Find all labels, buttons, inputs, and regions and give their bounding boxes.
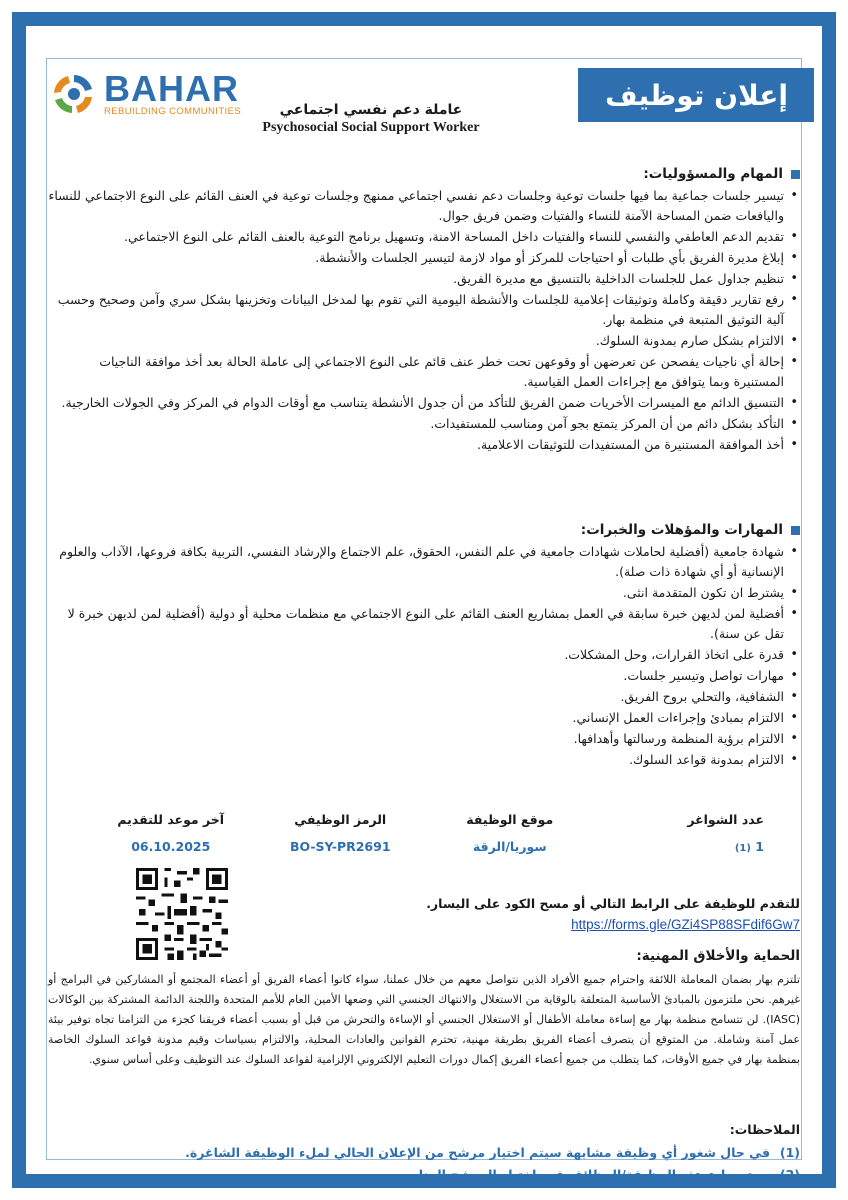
list-item: • إبلاغ مديرة الفريق بأي طلبات أو احتياجات للمركز أو مواد لازمة لتيسير الجلسات والأنشطة. bbox=[48, 248, 800, 268]
notes-list bbox=[48, 1142, 800, 1186]
list-item: • الالتزام برؤية المنظمة ورسالتها وأهدافها. bbox=[48, 729, 800, 749]
apply-section bbox=[280, 896, 800, 932]
job-announcement-banner: إعلان توظيف bbox=[578, 68, 814, 122]
list-item: • أفضلية لمن لديهن خبرة سابقة في العمل بمشاريع العنف القائم على النوع الاجتماعي مع منظمات محلية أو دولية (أفضلية لمن لديهن خبرة لا تقل عن سنة). bbox=[48, 604, 800, 644]
list-item: • رفع تقارير دقيقة وكاملة وتوثيقات إعلامية للجلسات والأنشطة اليومية التي تقوم بها لمدخل البيانات وتخزينها بشكل سري وآمن وصحيح وحسب آلية التوثيق المتبعة في منظمة بهار. bbox=[48, 290, 800, 330]
skills-heading: المهارات والمؤهلات والخبرات: bbox=[48, 522, 800, 538]
deadline-column bbox=[86, 812, 256, 862]
list-item: • مهارات تواصل وتيسير جلسات. bbox=[48, 666, 800, 686]
note-text: سيتم ملء هذه الوظيفة/الوظائف فور اختيار المرشح المناسب. bbox=[388, 1167, 770, 1182]
list-item bbox=[48, 1142, 800, 1164]
job-info-table bbox=[86, 812, 782, 862]
list-item bbox=[48, 1164, 800, 1186]
list-item: • شهادة جامعية (أفضلية لحاملات شهادات جامعية في علم النفس، الحقوق، علم الاجتماع والإرشاد النفسي، التربية بكافة فروعها، الآداب والعلوم الإنسانية أو أي شهادة ذات صلة). bbox=[48, 542, 800, 582]
notes-heading: الملاحظات: bbox=[729, 1122, 800, 1137]
positions-column bbox=[595, 812, 783, 862]
list-item: • أخذ الموافقة المستنيرة من المستفيدات للتوثيقات الاعلامية. bbox=[48, 435, 800, 455]
list-item: • الالتزام بشكل صارم بمدونة السلوك. bbox=[48, 331, 800, 351]
list-item: • يشترط ان تكون المتقدمة انثى. bbox=[48, 583, 800, 603]
protection-body: تلتزم بهار بضمان المعاملة اللائقة واحترام جميع الأفراد الذين نتواصل معهم من خلال عملنا، سواء كانوا أعضاء الفريق أو أعضاء المجتمع أو المشاركين في البرامج أو غيرهم. نحن ملتزمون بالمبادئ الأساسية المتعلقة بالوقاية من الاستغلال والانتهاك الجنسي التي وضعها الأمين العام للأمم المتحدة واللجنة الدائمة المشتركة بين الوكالات (IASC). لن تتسامح منظمة بهار مع إساءة معاملة الأطفال أو الاستغلال الجنسي أو الإساءة والتحرش من قبل أو بسبب أعضاء فريقنا كجزء من التزامنا تجاه توفير بيئة عمل آمنة وشاملة. من المتوقع أن يتصرف أعضاء الفريق بطريقة مهنية، تحترم القوانين والعادات المحلية، والالتزام بسياسات وقيم مدونة قواعد السلوك الخاصة بمنظمة بهار في جميع الأوقات، كما يتطلب من جميع أعضاء الفريق إكمال دورات التعليم الإلكتروني الإلزامية لقواعد السلوك عند التوظيف وعلى أساس سنوي. bbox=[48, 973, 800, 1066]
location-value: سوريا/الرقة bbox=[472, 839, 547, 854]
qr-code-icon[interactable] bbox=[136, 868, 228, 960]
logo-tagline: REBUILDING COMMUNITIES bbox=[104, 105, 242, 117]
list-item: • الشفافية، والتحلي بروح الفريق. bbox=[48, 687, 800, 707]
positions-value: 1 bbox=[755, 839, 764, 854]
bahar-logo-icon bbox=[48, 71, 100, 117]
skills-section bbox=[48, 522, 800, 771]
page-frame bbox=[12, 12, 836, 1188]
responsibilities-list bbox=[48, 186, 800, 455]
responsibilities-section bbox=[48, 166, 800, 456]
positions-label: عدد الشواغر bbox=[687, 812, 764, 827]
apply-instructions: للتقدم للوظيفة على الرابط التالي أو مسح الكود على اليسار. bbox=[426, 896, 800, 911]
deadline-label: آخر موعد للتقديم bbox=[117, 812, 225, 827]
list-item: • الالتزام بمدونة قواعد السلوك. bbox=[48, 750, 800, 770]
note-text: في حال شغور أي وظيفة مشابهة سيتم اختيار مرشح من الإعلان الحالي لملء الوظيفة الشاغرة. bbox=[185, 1145, 770, 1160]
list-item: • تيسير جلسات جماعية بما فيها جلسات توعية وجلسات دعم نفسي اجتماعي ممنهج وجلسات توعية في العنف القائم على النوع الاجتماعي للنساء واليافعات ضمن المساحة الآمنة للنساء والفتيات وضمن فريق جوال. bbox=[48, 186, 800, 226]
protection-heading: الحماية والأخلاق المهنية: bbox=[636, 948, 800, 964]
location-label: موقع الوظيفة bbox=[466, 812, 554, 827]
square-bullet-icon bbox=[791, 170, 800, 179]
job-title-english: Psychosocial Social Support Worker bbox=[262, 120, 480, 135]
skills-list bbox=[48, 542, 800, 770]
code-label: الرمز الوظيفي bbox=[294, 812, 387, 827]
job-title-arabic: عاملة دعم نفسي اجتماعي bbox=[279, 102, 463, 118]
positions-note: (1) bbox=[734, 843, 751, 854]
code-column bbox=[256, 812, 426, 862]
location-column bbox=[425, 812, 595, 862]
list-item: • تنظيم جداول عمل للجلسات الداخلية بالتنسيق مع مديرة الفريق. bbox=[48, 269, 800, 289]
list-item: • قدرة على اتخاذ القرارات، وحل المشكلات. bbox=[48, 645, 800, 665]
list-item: • تقديم الدعم العاطفي والنفسي للنساء والفتيات داخل المساحة الامنة، وتسهيل برنامج التوعية بالعنف القائم على النوع الاجتماعي. bbox=[48, 227, 800, 247]
list-item: • التأكد بشكل دائم من أن المركز يتمتع بجو آمن ومناسب للمستفيدات. bbox=[48, 414, 800, 434]
list-item: • التنسيق الدائم مع الميسرات الأخريات ضمن الفريق للتأكد من أن جدول الأنشطة يتناسب مع أوقات الدوام في المركز وفي الجولات الخارجية. bbox=[48, 393, 800, 413]
list-item: • إحالة أي ناجيات يفصحن عن تعرضهن أو وقوعهن تحت خطر عنف قائم على النوع الاجتماعي إلى عاملة الحالة بعد أخذ موافقة الناجيات المستنيرة وبما يتوافق مع إجراءات العمل القياسية. bbox=[48, 352, 800, 392]
note-number: (1) bbox=[779, 1145, 800, 1160]
note-number: (2) bbox=[779, 1167, 800, 1182]
apply-form-link[interactable]: https://forms.gle/GZi4SP88SFdif6Gw7 bbox=[571, 917, 800, 932]
job-title bbox=[206, 102, 536, 136]
logo-name: BAHAR bbox=[104, 67, 239, 109]
responsibilities-heading: المهام والمسؤوليات: bbox=[48, 166, 800, 182]
code-value: BO-SY-PR2691 bbox=[289, 839, 391, 854]
square-bullet-icon bbox=[791, 526, 800, 535]
list-item: • الالتزام بمبادئ وإجراءات العمل الإنساني. bbox=[48, 708, 800, 728]
deadline-value: 06.10.2025 bbox=[131, 839, 211, 854]
